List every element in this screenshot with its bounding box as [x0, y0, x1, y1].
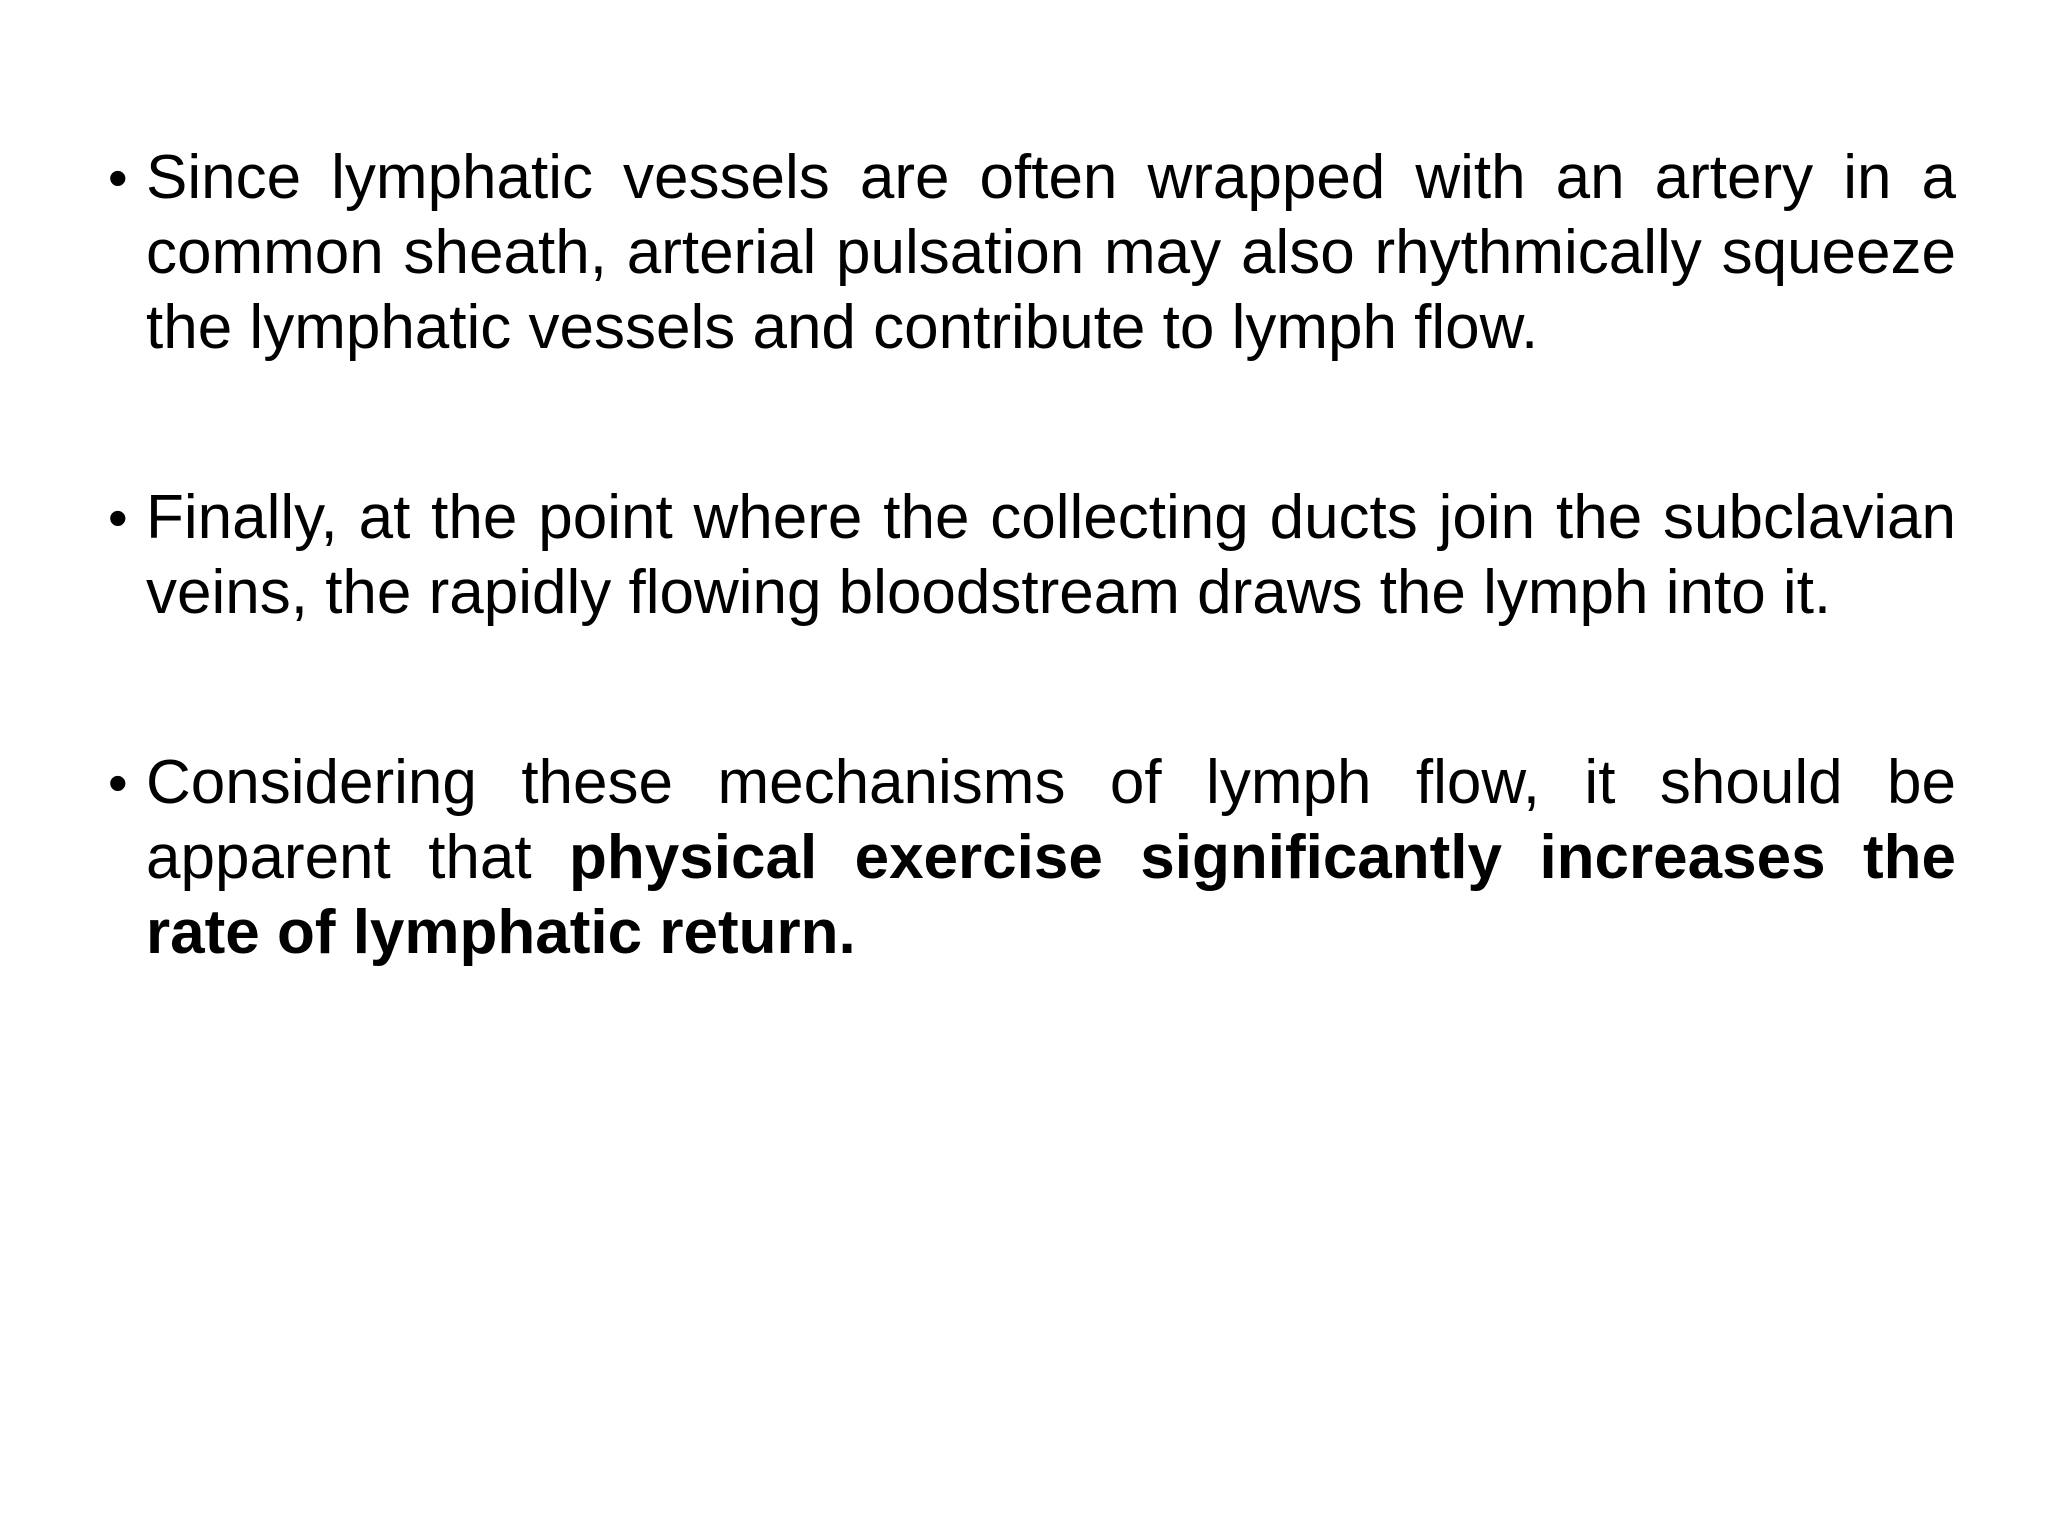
bullet-item-physical-exercise — [108, 745, 1956, 970]
bullet-text-mixed — [146, 745, 1956, 970]
bullet-item-subclavian-veins — [108, 480, 1956, 630]
bullet-text-bold: physical exercise significantly increases the rate of lymphatic return. — [146, 823, 1956, 967]
bullet-dot-icon: • — [108, 486, 128, 549]
bullet-text: Since lymphatic vessels are often wrapped with an artery in a common sheath, arterial pulsation may also rhythmically squeeze the lymphatic vessels and contribute to lymph flow. — [146, 143, 1956, 362]
bullet-dot-icon: • — [108, 751, 128, 814]
bullet-dot-icon: • — [108, 146, 128, 209]
bullet-item-arterial-pulsation — [108, 140, 1956, 365]
bullet-list — [108, 140, 1956, 1085]
bullet-text: Finally, at the point where the collecting ducts join the subclavian veins, the rapidly flowing bloodstream draws the lymph into it. — [146, 483, 1956, 627]
bullet-text-regular: Considering these mechanisms of lymph flow, it should be apparent that — [146, 748, 1956, 892]
